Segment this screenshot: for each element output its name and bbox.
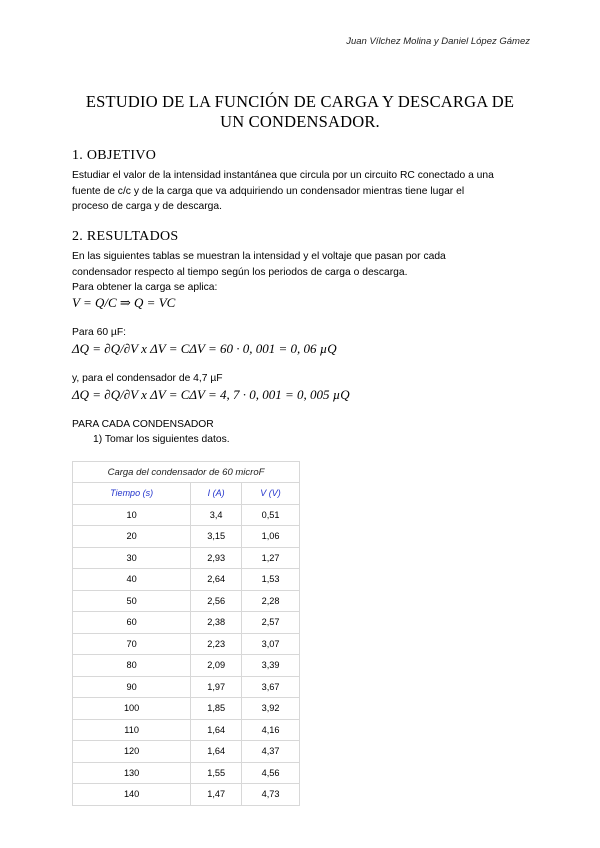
cell-voltage: 4,37 — [242, 741, 300, 763]
cell-voltage: 3,67 — [242, 676, 300, 698]
charge-table — [72, 461, 300, 806]
objetivo-line: fuente de c/c y de la carga que va adquiriendo un condensador mientras tiene lugar el — [72, 185, 465, 197]
step-1: 1) Tomar los siguientes datos. — [93, 434, 230, 445]
cell-current: 1,55 — [191, 762, 242, 784]
cell-current: 2,38 — [191, 612, 242, 634]
resultados-line: En las siguientes tablas se muestran la intensidad y el voltaje que pasan por cada — [72, 251, 446, 262]
cell-voltage: 3,07 — [242, 633, 300, 655]
title-line-1: ESTUDIO DE LA FUNCIÓN DE CARGA Y DESCARGA DE — [85, 92, 515, 111]
cell-time: 20 — [73, 526, 191, 548]
cell-time: 130 — [73, 762, 191, 784]
table-row — [73, 547, 300, 569]
table-body — [73, 504, 300, 805]
cell-voltage: 4,73 — [242, 784, 300, 806]
column-header-voltage: V (V) — [242, 483, 300, 505]
cell-current: 3,15 — [191, 526, 242, 548]
cell-voltage: 1,06 — [242, 526, 300, 548]
table-row — [73, 655, 300, 677]
cell-voltage: 3,92 — [242, 698, 300, 720]
table-row — [73, 612, 300, 634]
cell-time: 30 — [73, 547, 191, 569]
resultados-line: Para obtener la carga se aplica: — [72, 282, 218, 293]
per-condenser-heading: PARA CADA CONDENSADOR — [72, 419, 214, 430]
label-4-7uf: y, para el condensador de 4,7 µF — [72, 373, 223, 384]
cell-time: 90 — [73, 676, 191, 698]
cell-time: 40 — [73, 569, 191, 591]
table-row — [73, 698, 300, 720]
document-title — [60, 92, 540, 132]
cell-voltage: 4,16 — [242, 719, 300, 741]
cell-current: 1,64 — [191, 719, 242, 741]
formula-charge: V = Q/C ⇒ Q = VC — [72, 295, 176, 310]
cell-time: 120 — [73, 741, 191, 763]
formula-4-7uf: ΔQ = ∂Q/∂V x ΔV = CΔV = 4, 7 · 0, 001 = 0, 005 µQ — [72, 387, 350, 402]
table-row — [73, 504, 300, 526]
formula-60uf: ΔQ = ∂Q/∂V x ΔV = CΔV = 60 · 0, 001 = 0, 06 µQ — [72, 341, 337, 356]
column-header-time: Tiempo (s) — [73, 483, 191, 505]
cell-voltage: 2,28 — [242, 590, 300, 612]
cell-voltage: 2,57 — [242, 612, 300, 634]
column-header-current: I (A) — [191, 483, 242, 505]
table-row — [73, 676, 300, 698]
cell-current: 1,85 — [191, 698, 242, 720]
cell-time: 100 — [73, 698, 191, 720]
section-heading-objetivo: 1. OBJETIVO — [72, 148, 157, 163]
table-row — [73, 719, 300, 741]
cell-current: 1,47 — [191, 784, 242, 806]
cell-time: 70 — [73, 633, 191, 655]
table-row — [73, 741, 300, 763]
cell-time: 110 — [73, 719, 191, 741]
table-caption: Carga del condensador de 60 microF — [73, 462, 300, 483]
cell-time: 80 — [73, 655, 191, 677]
cell-current: 2,09 — [191, 655, 242, 677]
cell-time: 50 — [73, 590, 191, 612]
title-line-2: UN CONDENSADOR. — [220, 112, 380, 131]
cell-current: 2,56 — [191, 590, 242, 612]
table-row — [73, 526, 300, 548]
resultados-paragraph — [72, 249, 532, 296]
table-row — [73, 590, 300, 612]
cell-current: 2,64 — [191, 569, 242, 591]
cell-current: 2,23 — [191, 633, 242, 655]
table-row — [73, 633, 300, 655]
table-row — [73, 569, 300, 591]
objetivo-line: proceso de carga y de descarga. — [72, 201, 222, 212]
cell-voltage: 3,39 — [242, 655, 300, 677]
cell-current: 3,4 — [191, 504, 242, 526]
cell-voltage: 4,56 — [242, 762, 300, 784]
cell-current: 1,64 — [191, 741, 242, 763]
cell-voltage: 0,51 — [242, 504, 300, 526]
cell-time: 140 — [73, 784, 191, 806]
cell-voltage: 1,27 — [242, 547, 300, 569]
author-header: Juan Vílchez Molina y Daniel López Gámez — [346, 36, 530, 47]
cell-time: 60 — [73, 612, 191, 634]
objetivo-line: Estudiar el valor de la intensidad instantánea que circula por un circuito RC conectado a una — [72, 170, 494, 181]
objetivo-paragraph — [72, 168, 532, 215]
resultados-line: condensador respecto al tiempo según los periodos de carga o descarga. — [72, 266, 408, 278]
table-row — [73, 762, 300, 784]
cell-voltage: 1,53 — [242, 569, 300, 591]
label-60uf: Para 60 µF: — [72, 327, 127, 338]
cell-current: 2,93 — [191, 547, 242, 569]
table-row — [73, 784, 300, 806]
section-heading-resultados: 2. RESULTADOS — [72, 229, 179, 244]
cell-time: 10 — [73, 504, 191, 526]
cell-current: 1,97 — [191, 676, 242, 698]
